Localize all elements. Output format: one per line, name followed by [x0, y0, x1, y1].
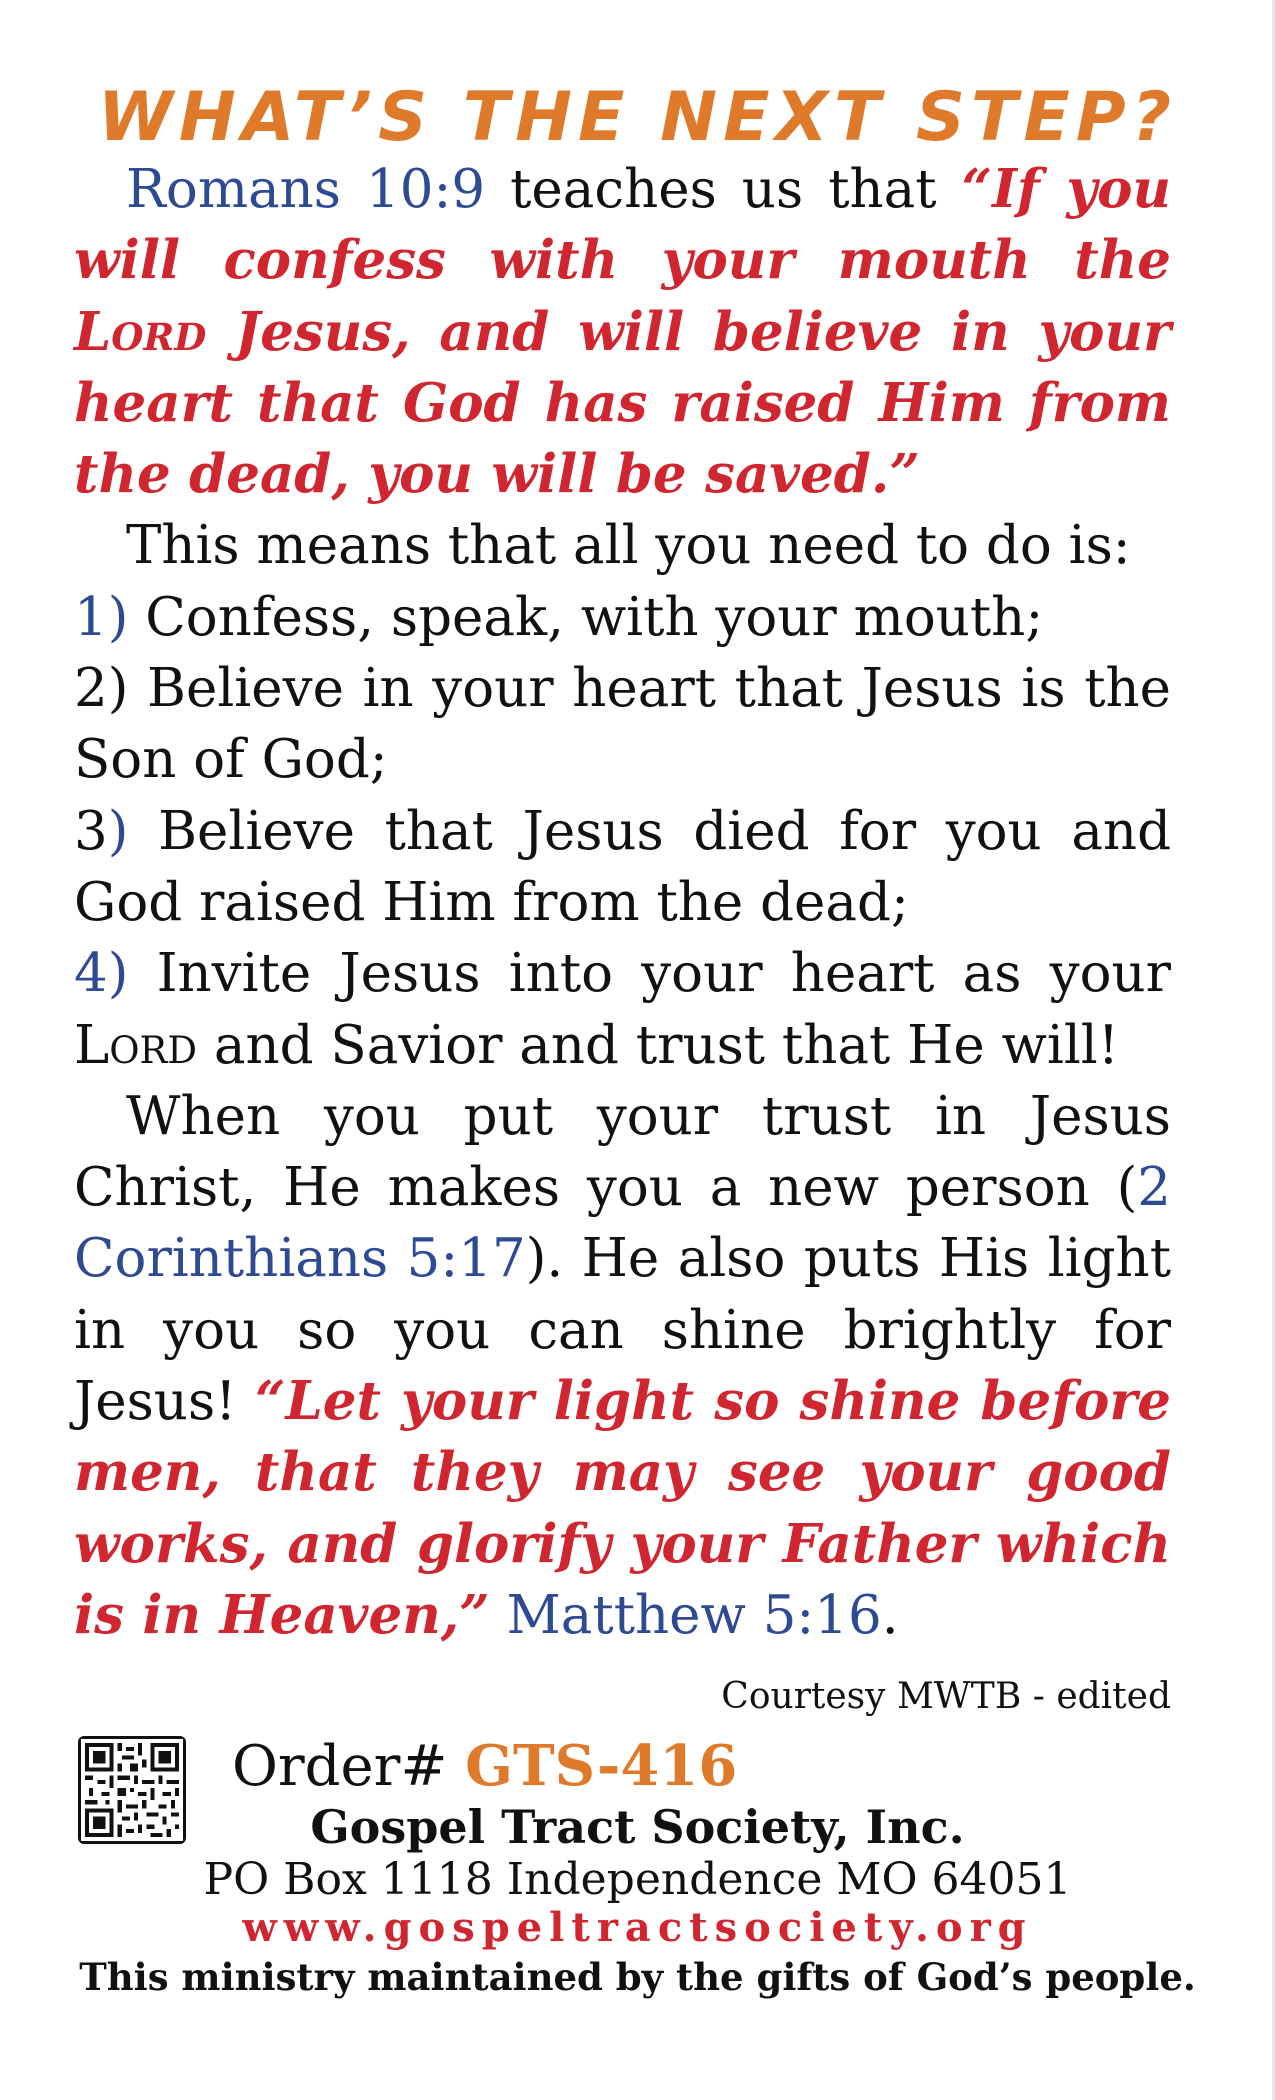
romans-paragraph [74, 154, 1171, 510]
step-number: 3) [74, 800, 129, 862]
order-label: Order# [232, 1734, 466, 1799]
period: . [881, 1584, 899, 1646]
step-text-a: Invite Jesus into your heart as your [128, 943, 1171, 1005]
courtesy-note: Courtesy MWTB - edited [721, 1676, 1171, 1718]
page-title: WHAT’S THE NEXT STEP? [97, 78, 1178, 157]
step-item [74, 582, 1171, 653]
romans-quote-lord: Lord [74, 300, 207, 363]
light-text-a: When you put your trust in Jesus Christ, He makes you a new person ( [74, 1085, 1171, 1219]
spacer [490, 1585, 507, 1646]
step-lord: Lord [74, 1014, 198, 1076]
romans-lead-text: teaches us that [485, 159, 962, 220]
step-item [74, 938, 1171, 1081]
step-number: 4) [74, 943, 129, 1005]
step-number: 2) [74, 658, 129, 720]
ministry-note: This ministry maintained by the gifts of God’s people. [79, 1955, 1196, 1999]
step-number: 1) [74, 586, 129, 648]
order-code: GTS-416 [465, 1733, 738, 1799]
step-item [74, 796, 1171, 939]
step-text: Believe in your heart that Jesus is the Son of God; [74, 658, 1171, 791]
light-text-b: ). He also puts His light in you so you can shine brightly for Jesus! [74, 1228, 1171, 1433]
order-number [232, 1734, 737, 1799]
step-text: Confess, speak, with your mouth; [128, 586, 1044, 648]
romans-quote-part-b: Jesus, and will believe in your heart that God has raised Him from the dead, you will be saved.” [74, 300, 1171, 506]
scripture-ref-corinthians: 2 Corinthians 5:17 [74, 1157, 1171, 1290]
romans-quote-part-a: If you will confess with your mouth the [74, 158, 1171, 292]
step-text-b: and Savior and trust that He will! [197, 1014, 1120, 1076]
light-paragraph [74, 1081, 1171, 1718]
matthew-quote: “Let your light so shine before men, that they may see your good works, and glorify your Father which is in Heaven,” [74, 1370, 1171, 1646]
website-link[interactable]: www.gospeltractsociety.org [242, 1904, 1033, 1951]
scripture-ref-matthew: Matthew 5:16 [506, 1584, 882, 1646]
step-item [74, 653, 1171, 796]
scripture-ref-romans: Romans 10:9 [126, 159, 486, 220]
romans-quote-open: “ [961, 158, 993, 220]
organization-name: Gospel Tract Society, Inc. [310, 1800, 965, 1854]
tract-body [74, 154, 1171, 1733]
means-line: This means that all you need to do is: [126, 515, 1131, 577]
mailing-address: PO Box 1118 Independence MO 64051 [203, 1854, 1072, 1905]
step-text: Believe that Jesus died for you and God raised Him from the dead; [74, 800, 1171, 933]
